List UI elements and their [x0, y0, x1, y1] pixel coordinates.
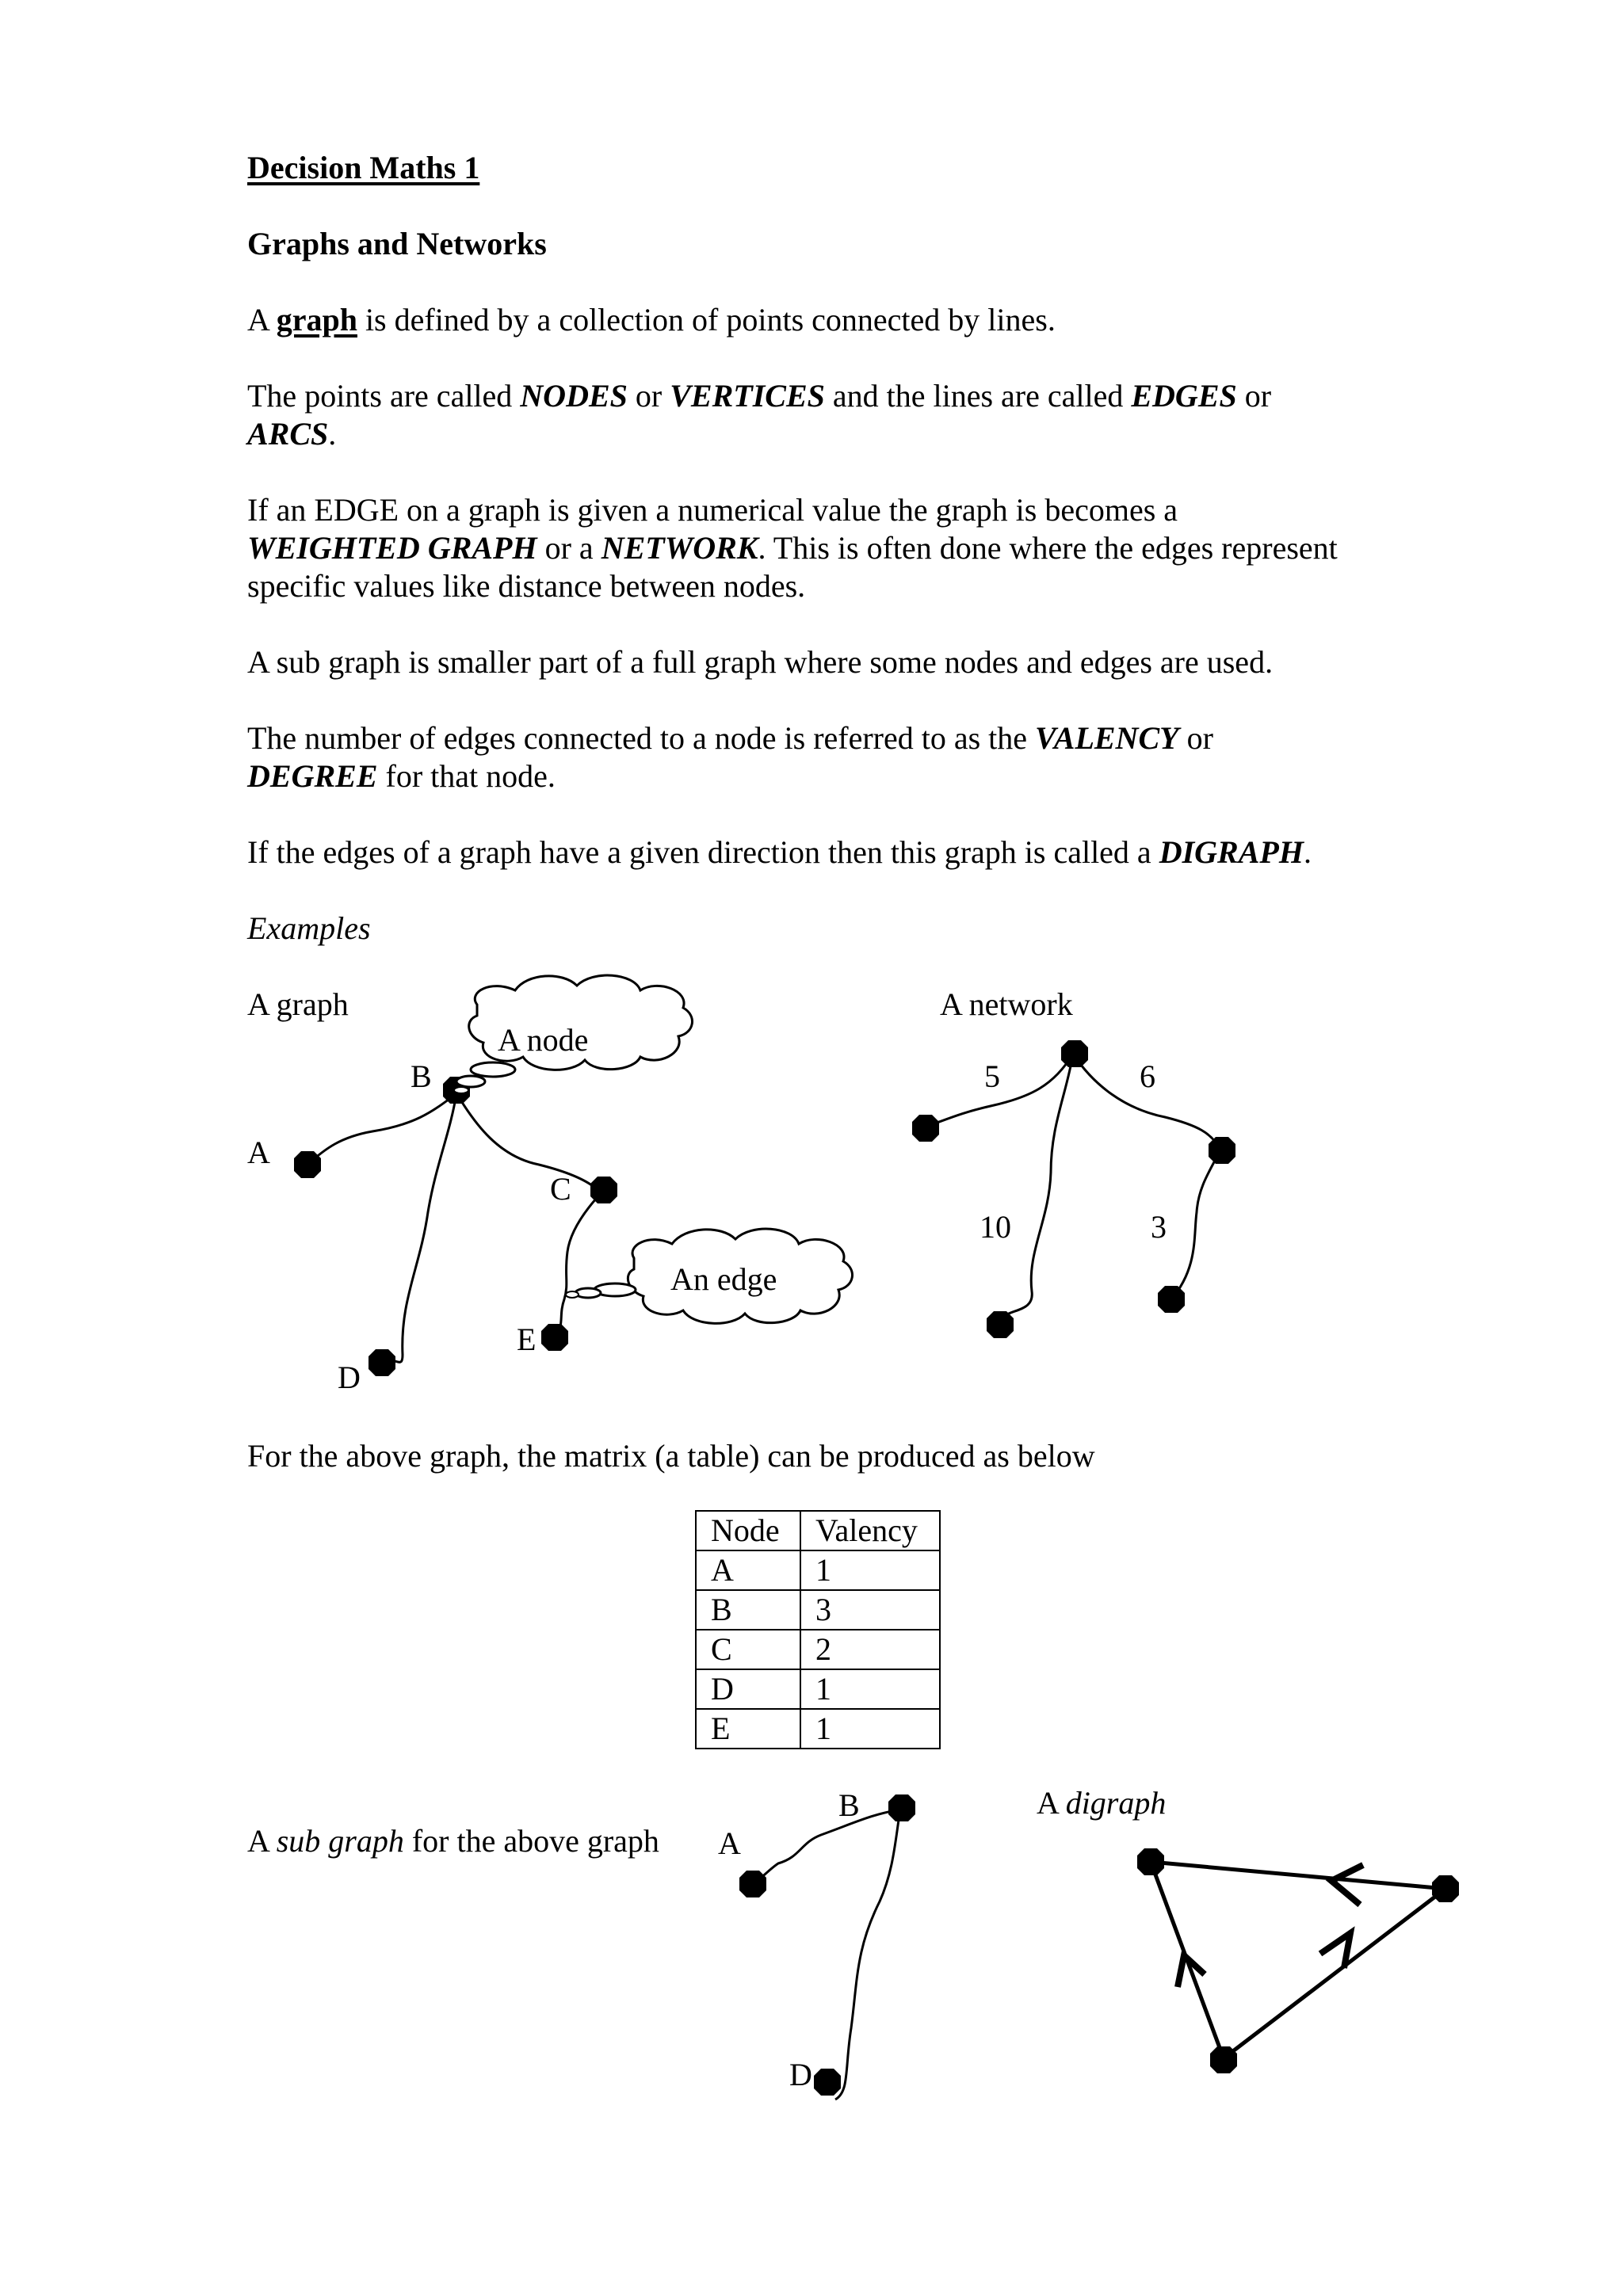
label-c: C — [550, 1171, 571, 1207]
weight-5: 5 — [984, 1058, 1000, 1094]
label-e: E — [517, 1322, 537, 1357]
sub-edge-b-d — [835, 1810, 900, 2100]
net-node-top — [1061, 1040, 1088, 1067]
example-digraph — [1151, 1862, 1445, 2058]
term-valency: VALENCY — [1035, 720, 1179, 756]
network-weights — [980, 1058, 1167, 1245]
table-row — [696, 1590, 940, 1630]
matrix-intro: For the above graph, the matrix (a table) can be produced as below — [247, 1438, 1095, 1474]
table-cell-valency: 1 — [800, 1669, 940, 1709]
paragraph-subgraph: A sub graph is smaller part of a full graph where some nodes and edges are used. — [247, 644, 1274, 680]
subgraph-labels — [718, 1787, 860, 2092]
edge-callout — [566, 1229, 852, 1323]
text: for the above graph — [403, 1823, 659, 1859]
text: A — [247, 1823, 277, 1859]
example-subgraph — [753, 1810, 900, 2100]
net-edge-right-down — [1171, 1150, 1220, 1299]
sub-node-d — [814, 2069, 841, 2096]
text: . — [328, 416, 337, 452]
node-a — [294, 1151, 321, 1178]
table-header-node: Node — [696, 1511, 800, 1550]
text: . — [1303, 834, 1312, 870]
digraph-caption — [1037, 1784, 1166, 1822]
term-network: NETWORK — [601, 530, 758, 566]
sub-label-a: A — [718, 1825, 741, 1861]
text: A — [1037, 1785, 1066, 1821]
table-header-valency: Valency — [800, 1511, 940, 1550]
graph-labels — [247, 1058, 571, 1395]
text: A — [247, 302, 277, 338]
net-node-bottom — [987, 1311, 1014, 1338]
di-node-right — [1432, 1875, 1459, 1902]
node-c — [590, 1177, 617, 1203]
net-edge-top-bottom — [1000, 1054, 1073, 1323]
term-sub-graph: sub graph — [276, 1823, 404, 1859]
edge-callout-text: An edge — [670, 1261, 777, 1297]
example-network — [926, 1054, 1220, 1323]
text: or — [1178, 720, 1213, 756]
table-cell-valency: 1 — [800, 1550, 940, 1590]
term-digraph-caption: digraph — [1065, 1785, 1167, 1821]
term-edges: EDGES — [1131, 378, 1237, 414]
valency-table-wrap — [695, 1510, 941, 1749]
label-a: A — [247, 1135, 270, 1170]
table-row — [696, 1709, 940, 1749]
network-nodes — [912, 1040, 1235, 1338]
table-row — [696, 1630, 940, 1669]
term-degree: DEGREE — [247, 758, 378, 794]
net-node-right — [1209, 1137, 1235, 1164]
edge-b-d — [382, 1093, 456, 1363]
term-arcs: ARCS — [247, 416, 329, 452]
edge-b-a — [307, 1093, 456, 1165]
table-row — [696, 1669, 940, 1709]
di-edge-right-bottom — [1224, 1889, 1445, 2058]
term-nodes: NODES — [520, 378, 628, 414]
arrow-head-right — [1320, 1933, 1350, 1968]
di-node-left — [1137, 1848, 1164, 1875]
examples-heading: Examples — [247, 910, 371, 946]
table-cell-node: E — [696, 1709, 800, 1749]
node-d — [369, 1349, 395, 1376]
net-node-bottom-right — [1158, 1286, 1185, 1313]
weight-10: 10 — [980, 1209, 1011, 1245]
table-cell-node: B — [696, 1590, 800, 1630]
weight-6: 6 — [1140, 1058, 1155, 1094]
text: or — [1236, 378, 1272, 414]
text: The points are called — [247, 378, 521, 414]
term-vertices: VERTICES — [670, 378, 825, 414]
table-cell-node: A — [696, 1550, 800, 1590]
term-weighted-graph: WEIGHTED GRAPH — [247, 530, 537, 566]
edge-b-c — [456, 1093, 596, 1188]
table-cell-valency: 2 — [800, 1630, 940, 1669]
valency-table — [695, 1510, 941, 1749]
page-title: Decision Maths 1 — [247, 150, 480, 185]
text: or — [627, 378, 670, 414]
paragraph-network-line3: specific values like distance between nodes. — [247, 568, 806, 604]
weight-3: 3 — [1151, 1209, 1167, 1245]
table-cell-node: C — [696, 1630, 800, 1669]
table-cell-valency: 3 — [800, 1590, 940, 1630]
text: is defined by a collection of points connected by lines. — [357, 302, 1056, 338]
edge-c-e — [556, 1190, 604, 1337]
term-graph: graph — [276, 302, 357, 338]
graph-caption: A graph — [247, 986, 349, 1022]
label-b: B — [411, 1058, 432, 1094]
node-callout — [454, 975, 692, 1093]
sub-label-b: B — [838, 1787, 860, 1823]
text: for that node. — [377, 758, 556, 794]
term-digraph: DIGRAPH — [1159, 834, 1304, 870]
di-node-bottom — [1210, 2046, 1237, 2073]
di-edge-right-left — [1151, 1862, 1445, 1889]
graph-nodes — [294, 1077, 617, 1376]
net-node-left — [912, 1115, 939, 1142]
section-title: Graphs and Networks — [247, 226, 547, 261]
table-header-row — [696, 1511, 940, 1550]
sub-node-b — [888, 1794, 915, 1821]
network-caption: A network — [940, 986, 1073, 1022]
sub-edge-b-a — [753, 1810, 900, 1884]
example-graph — [307, 1093, 604, 1363]
table-cell-valency: 1 — [800, 1709, 940, 1749]
subgraph-nodes — [739, 1794, 915, 2096]
sub-node-a — [739, 1871, 766, 1897]
node-e — [541, 1324, 568, 1351]
subgraph-caption — [247, 1822, 659, 1860]
label-d: D — [338, 1360, 361, 1395]
table-row — [696, 1550, 940, 1590]
node-callout-text: A node — [498, 1022, 589, 1058]
sub-label-d: D — [789, 2057, 812, 2092]
text: The number of edges connected to a node is referred to as the — [247, 720, 1036, 756]
arrow-head-top — [1331, 1865, 1363, 1905]
table-cell-node: D — [696, 1669, 800, 1709]
text: and the lines are called — [824, 378, 1132, 414]
text: If the edges of a graph have a given direction then this graph is called a — [247, 834, 1159, 870]
text: or a — [537, 530, 601, 566]
paragraph-network-line1: If an EDGE on a graph is given a numerical value the graph is becomes a — [247, 492, 1178, 528]
text: . This is often done where the edges represent — [758, 530, 1338, 566]
